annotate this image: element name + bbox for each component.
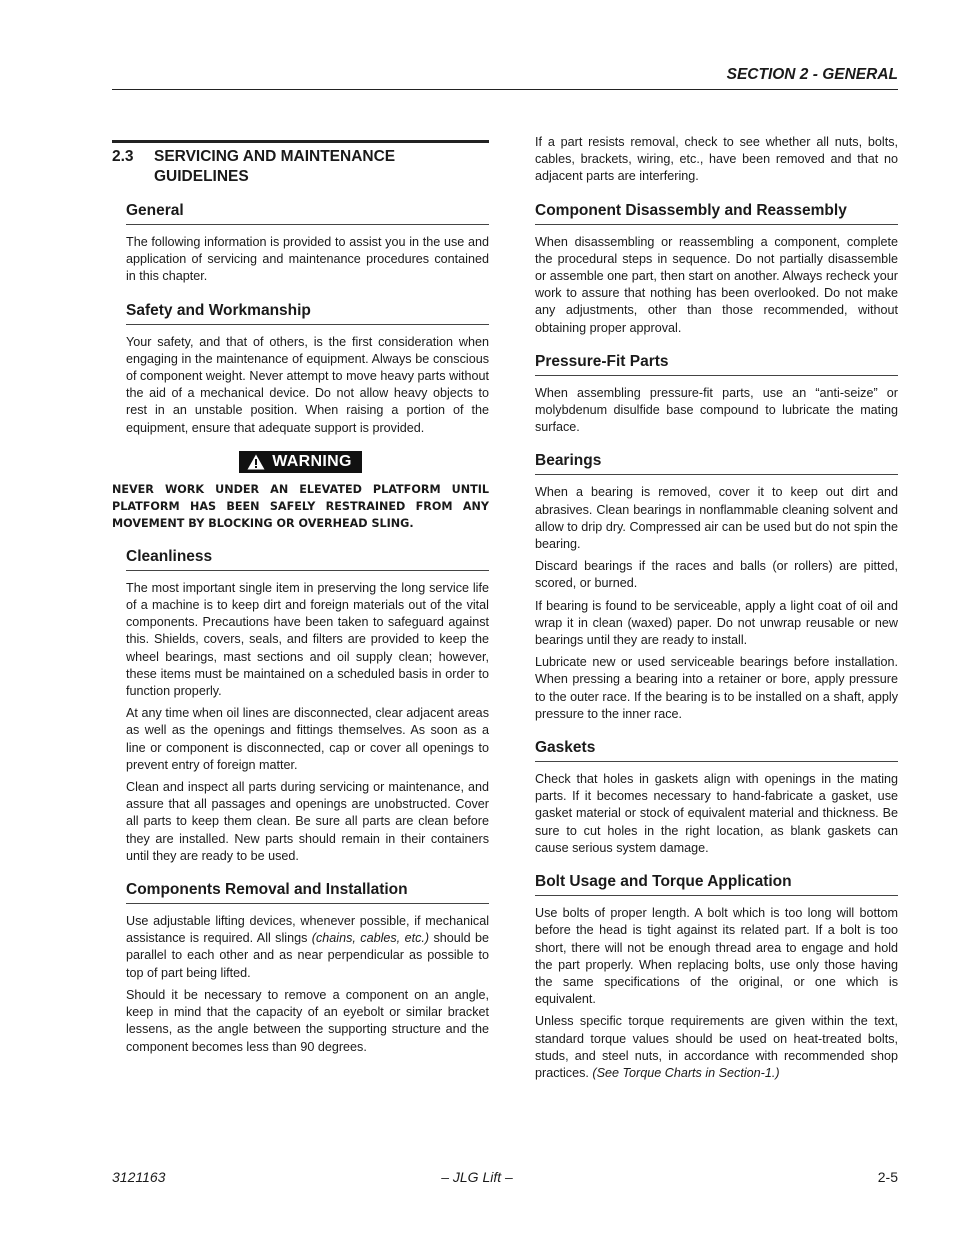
left-column [112, 140, 489, 1061]
right-column [535, 134, 898, 1087]
disassembly-paragraph: When disassembling or reassembling a component, complete the procedural steps in sequence. Do not partially disassemble or assemble one part, then start on another. Always recheck your work to assure that nothing has been overlooked. Do not make any adjustments, other than those recommended, without obtaining proper approval. [535, 234, 898, 335]
section-number: 2.3 [112, 148, 134, 165]
warning-label: WARNING [272, 452, 352, 470]
page-header-title: SECTION 2 - GENERAL [726, 66, 898, 83]
heading-removal: Components Removal and Installation [126, 880, 489, 904]
removal-p1-start: Use adjustable lifting devices, whenever possible, if mechanical assistance is required. All slings [126, 914, 489, 946]
bolt-p2-start: Unless specific torque requirements are given within the text, standard torque values should be used on heat-treated bolts, studs, and steel nuts, in accordance with recommended shop practices. [535, 1014, 898, 1080]
gaskets-paragraph: Check that holes in gaskets align with openings in the mating parts. If it becomes necessary to hand-fabricate a gasket, use gasket material or stock of equivalent material and thickness. Be sure to cut holes in the right location, as blank gaskets can cause serious system damage. [535, 772, 898, 855]
heading-safety: Safety and Workmanship [126, 301, 489, 325]
warning-block [112, 451, 489, 475]
bearings-paragraph-2: Discard bearings if the races and balls (or rollers) are pitted, scored, or burned. [535, 559, 898, 591]
cleanliness-paragraph-2: At any time when oil lines are disconnected, clear adjacent areas as well as the openings and fittings themselves. As soon as a line or component is disconnected, cap or cover all openings to prevent entry of foreign matter. [126, 706, 489, 772]
removal-paragraph-2: Should it be necessary to remove a component on an angle, keep in mind that the capacity of an eyebolt or similar bracket lessens, as the angle between the supporting structure and the component becomes less than 90 degrees. [126, 987, 489, 1054]
cleanliness-paragraph-3: Clean and inspect all parts during servicing or maintenance, and assure that all passages and openings are unobstructed. Cover all parts to keep them clean. Be sure all parts are clean before they are installed. New parts should remain in their containers until they are ready to be used. [126, 780, 489, 863]
removal-p1-emphasis: (chains, cables, etc.) [311, 931, 430, 946]
heading-bearings: Bearings [535, 451, 898, 475]
section-rule [112, 140, 489, 143]
warning-badge [239, 451, 361, 473]
bearings-paragraph-1: When a bearing is removed, cover it to keep out dirt and abrasives. Clean bearings in nonflammable cleaning solvent and allow to drip dry. Compressed air can be used but do not spin the bearing. [535, 485, 898, 552]
section-title: SERVICING AND MAINTENANCE GUIDELINES [154, 148, 396, 185]
heading-bolt-usage: Bolt Usage and Torque Application [535, 872, 898, 896]
pressure-fit-paragraph: When assembling pressure-fit parts, use an “anti-seize” or molybdenum disulfide base compound to lubricate the mating surface. [535, 385, 898, 435]
cleanliness-paragraph-1: The most important single item in preserving the long service life of a machine is to keep dirt and foreign materials out of the vital components. Precautions have been taken to safeguard against this. Shields, covers, seals, and filters are provided to keep the wheel bearings, mast sections and oil supply clean; however, these items must be maintained on a scheduled basis in order to function properly. [126, 580, 489, 699]
bearings-paragraph-4: Lubricate new or used serviceable bearings before installation. When pressing a bearing into a retainer or bore, apply pressure to the outer race. If the bearing is to be installed on a shaft, apply pressure to the inner race. [535, 655, 898, 721]
bolt-usage-paragraph-2 [535, 1013, 898, 1082]
footer-publisher: – JLG Lift – [441, 1169, 513, 1185]
section-heading [112, 147, 489, 187]
removal-paragraph-1 [126, 913, 489, 982]
bearings-paragraph-3: If bearing is found to be serviceable, apply a light coat of oil and wrap it in clean (waxed) paper. Do not unwrap reusable or new bearings until they are ready to install. [535, 598, 898, 648]
removal-p1-end: should be parallel to each other and as near perpendicular as possible to top of part being lifted. [126, 931, 489, 980]
heading-cleanliness: Cleanliness [126, 547, 489, 571]
removal-continued-paragraph: If a part resists removal, check to see whether all nuts, bolts, cables, brackets, wiring, etc., have been removed and that no adjacent parts are interfering. [535, 135, 898, 184]
safety-paragraph: Your safety, and that of others, is the first consideration when engaging in the maintenance of equipment. Always be conscious of component weight. Never attempt to move heavy parts without the aid of a mechanical device. Do not allow heavy objects to rest in an unstable position. When raising a portion of the equipment, ensure that adequate support is provided. [126, 334, 489, 435]
general-paragraph: The following information is provided to assist you in the use and application of servicing and maintenance procedures contained in this chapter. [126, 235, 489, 284]
heading-disassembly: Component Disassembly and Reassembly [535, 201, 898, 225]
heading-pressure-fit: Pressure-Fit Parts [535, 352, 898, 376]
heading-gaskets: Gaskets [535, 738, 898, 762]
footer-doc-number: 3121163 [112, 1169, 166, 1185]
bolt-p2-emphasis: (See Torque Charts in Section-1.) [592, 1065, 780, 1080]
warning-text: NEVER WORK UNDER AN ELEVATED PLATFORM UNTIL PLATFORM HAS BEEN SAFELY RESTRAINED FROM ANY MOVEMENT BY BLOCKING OR OVERHEAD SLING. [112, 482, 489, 530]
heading-general: General [126, 201, 489, 225]
bolt-usage-paragraph-1: Use bolts of proper length. A bolt which is too long will bottom before the head is tight against its related part. If a bolt is too short, there will not be enough thread area to engage and hold the part properly. When replacing bolts, use only those having the same specifications of the original, or one which is equivalent. [535, 906, 898, 1007]
footer-page-number: 2-5 [877, 1169, 898, 1185]
header-rule [112, 89, 898, 90]
warning-triangle-icon [247, 454, 265, 470]
